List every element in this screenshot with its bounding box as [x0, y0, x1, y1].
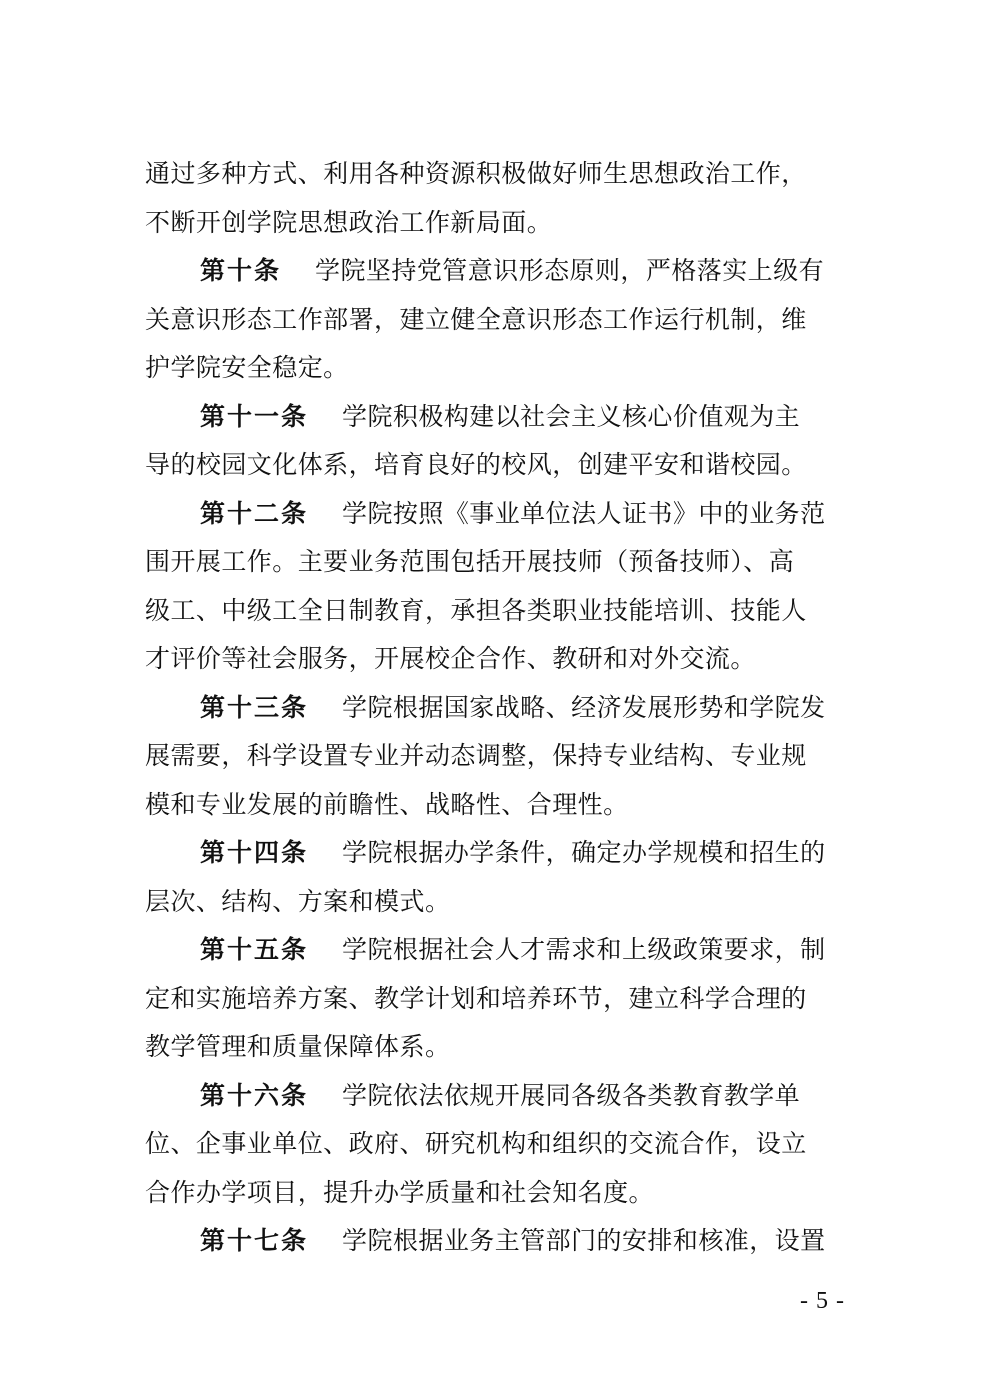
text-line	[145, 344, 845, 393]
text-line	[145, 781, 845, 830]
line-text: 学院根据办学条件，确定办学规模和招生的	[342, 838, 826, 867]
text-line	[145, 587, 845, 636]
line-text: 关意识形态工作部署，建立健全意识形态工作运行机制，维	[145, 304, 807, 334]
text-line	[145, 199, 845, 248]
line-text: 才评价等社会服务，开展校企合作、教研和对外交流。	[145, 644, 756, 673]
text-line	[145, 150, 845, 199]
text-line	[145, 1120, 845, 1169]
page-number: - 5 -	[800, 1288, 845, 1314]
line-text: 不断开创学院思想政治工作新局面。	[145, 207, 553, 237]
article-title: 第十一条	[200, 401, 309, 431]
line-text: 学院积极构建以社会主义核心价值观为主	[342, 401, 801, 431]
line-text: 通过多种方式、利用各种资源积极做好师生思想政治工作，	[145, 159, 807, 188]
line-text: 护学院安全稳定。	[145, 353, 349, 382]
article-title: 第十条	[200, 256, 282, 285]
text-line	[145, 538, 845, 587]
text-line	[145, 1169, 845, 1218]
article-14-line	[145, 829, 845, 878]
article-15-line	[145, 926, 845, 975]
article-title: 第十三条	[200, 692, 309, 722]
line-text: 位、企事业单位、政府、研究机构和组织的交流合作，设立	[145, 1129, 807, 1158]
line-text: 学院根据社会人才需求和上级政策要求，制	[342, 935, 826, 964]
line-text: 学院根据业务主管部门的安排和核准，设置	[342, 1226, 826, 1255]
article-title: 第十二条	[200, 498, 309, 528]
line-text: 教学管理和质量保障体系。	[145, 1032, 451, 1061]
article-title: 第十七条	[200, 1226, 309, 1255]
text-line	[145, 975, 845, 1024]
text-line	[145, 635, 845, 684]
body-text	[145, 150, 845, 1266]
article-12-line	[145, 490, 845, 539]
article-11-line	[145, 393, 845, 442]
line-text: 学院坚持党管意识形态原则，严格落实上级有	[315, 256, 825, 285]
article-17-line	[145, 1217, 845, 1266]
line-text: 层次、结构、方案和模式。	[145, 886, 451, 916]
text-line	[145, 441, 845, 490]
line-text: 模和专业发展的前瞻性、战略性、合理性。	[145, 789, 629, 819]
text-line	[145, 878, 845, 927]
line-text: 展需要，科学设置专业并动态调整，保持专业结构、专业规	[145, 741, 807, 770]
article-13-line	[145, 684, 845, 733]
text-line	[145, 1023, 845, 1072]
article-title: 第十五条	[200, 935, 309, 964]
line-text: 导的校园文化体系，培育良好的校风，创建平安和谐校园。	[145, 450, 807, 479]
text-line	[145, 732, 845, 781]
line-text: 学院根据国家战略、经济发展形势和学院发	[342, 692, 826, 722]
article-title: 第十四条	[200, 838, 309, 867]
line-text: 合作办学项目，提升办学质量和社会知名度。	[145, 1177, 655, 1207]
article-10-line	[145, 247, 845, 296]
text-line	[145, 296, 845, 345]
line-text: 学院依法依规开展同各级各类教育教学单	[342, 1080, 801, 1110]
article-title: 第十六条	[200, 1080, 309, 1110]
line-text: 学院按照《事业单位法人证书》中的业务范	[342, 498, 826, 528]
line-text: 定和实施培养方案、教学计划和培养环节，建立科学合理的	[145, 983, 807, 1013]
article-16-line	[145, 1072, 845, 1121]
line-text: 围开展工作。主要业务范围包括开展技师（预备技师）、高	[145, 547, 795, 576]
line-text: 级工、中级工全日制教育，承担各类职业技能培训、技能人	[145, 595, 807, 625]
